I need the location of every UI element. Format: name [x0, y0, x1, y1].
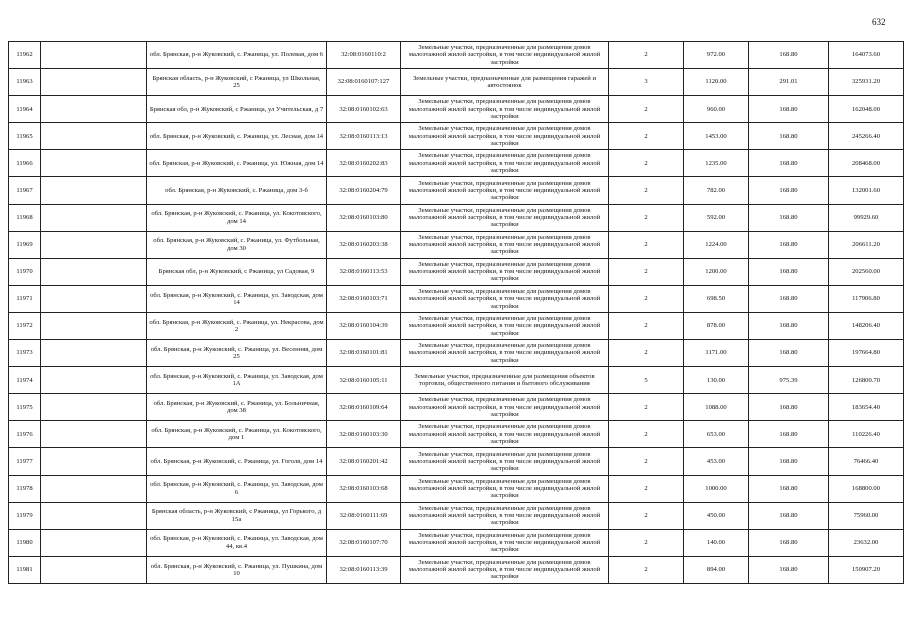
area-cell: 1171.00 — [684, 340, 749, 367]
cadastral-value-cell: 110226.40 — [829, 421, 904, 448]
area-cell: 1453.00 — [684, 123, 749, 150]
land-use-cell: Земельные участки, предназначенные для размещения домов малоэтажной жилой застройки, в том числе индивидуальной жилой застройки — [401, 150, 609, 177]
cadastral-number-cell: 32:08:0160111:69 — [327, 502, 401, 529]
blank-cell — [41, 529, 147, 556]
row-number-cell: 11971 — [9, 285, 41, 312]
blank-cell — [41, 421, 147, 448]
cadastral-number-cell: 32:08:0160113:53 — [327, 258, 401, 285]
area-cell: 140.00 — [684, 529, 749, 556]
cadastral-value-cell: 325931.20 — [829, 69, 904, 96]
address-cell: обл. Брянская, р-н Жуковский, с. Ржаница, ул. Кокотовского, дом 1 — [147, 421, 327, 448]
area-cell: 878.00 — [684, 312, 749, 339]
address-cell: обл. Брянская, р-н Жуковский, с. Ржаница, ул. Заводская, дом 6 — [147, 475, 327, 502]
land-use-cell: Земельные участки, предназначенные для размещения домов малоэтажной жилой застройки, в том числе индивидуальной жилой застройки — [401, 96, 609, 123]
use-group-cell: 2 — [609, 150, 684, 177]
land-use-cell: Земельные участки, предназначенные для размещения домов малоэтажной жилой застройки, в том числе индивидуальной жилой застройки — [401, 231, 609, 258]
specific-value-cell: 168.80 — [749, 177, 829, 204]
blank-cell — [41, 312, 147, 339]
table-row — [9, 340, 904, 367]
use-group-cell: 2 — [609, 340, 684, 367]
row-number-cell: 11964 — [9, 96, 41, 123]
cadastral-value-cell: 132001.60 — [829, 177, 904, 204]
cadastral-number-cell: 32:08:0160204:79 — [327, 177, 401, 204]
row-number-cell: 11963 — [9, 69, 41, 96]
use-group-cell: 2 — [609, 394, 684, 421]
use-group-cell: 2 — [609, 502, 684, 529]
use-group-cell: 5 — [609, 367, 684, 394]
area-cell: 450.00 — [684, 502, 749, 529]
cadastral-number-cell: 32:08:0160105:11 — [327, 367, 401, 394]
area-cell: 782.00 — [684, 177, 749, 204]
row-number-cell: 11970 — [9, 258, 41, 285]
land-use-cell: Земельные участки, предназначенные для размещения домов малоэтажной жилой застройки, в том числе индивидуальной жилой застройки — [401, 475, 609, 502]
cadastral-value-cell: 162048.00 — [829, 96, 904, 123]
table-body — [9, 42, 904, 584]
blank-cell — [41, 340, 147, 367]
specific-value-cell: 168.80 — [749, 96, 829, 123]
blank-cell — [41, 394, 147, 421]
address-cell: Брянская обл, р-н Жуковский, с Ржаница, ул Садовая, 9 — [147, 258, 327, 285]
blank-cell — [41, 177, 147, 204]
table-row — [9, 421, 904, 448]
area-cell: 653.00 — [684, 421, 749, 448]
address-cell: обл. Брянская, р-н Жуковский, с. Ржаница, ул. Южная, дом 14 — [147, 150, 327, 177]
blank-cell — [41, 150, 147, 177]
address-cell: обл. Брянская, р-н Жуковский, с. Ржаница, ул. Заводская, дом 44, кв.4 — [147, 529, 327, 556]
area-cell: 592.00 — [684, 204, 749, 231]
land-use-cell: Земельные участки, предназначенные для размещения домов малоэтажной жилой застройки, в том числе индивидуальной жилой застройки — [401, 421, 609, 448]
row-number-cell: 11968 — [9, 204, 41, 231]
use-group-cell: 2 — [609, 556, 684, 583]
area-cell: 1224.00 — [684, 231, 749, 258]
cadastral-value-cell: 183654.40 — [829, 394, 904, 421]
cadastral-value-cell: 202560.00 — [829, 258, 904, 285]
table-row — [9, 231, 904, 258]
blank-cell — [41, 448, 147, 475]
blank-cell — [41, 42, 147, 69]
blank-cell — [41, 123, 147, 150]
blank-cell — [41, 556, 147, 583]
row-number-cell: 11972 — [9, 312, 41, 339]
cadastral-number-cell: 32:08:0160109:64 — [327, 394, 401, 421]
cadastral-number-cell: 32:08:0160104:39 — [327, 312, 401, 339]
use-group-cell: 3 — [609, 69, 684, 96]
address-cell: обл. Брянская, р-н Жуковский, с. Ржаница, ул. Кокотовского, дом 14 — [147, 204, 327, 231]
cadastral-number-cell: 32:08:0160201:42 — [327, 448, 401, 475]
table-row — [9, 529, 904, 556]
table-row — [9, 556, 904, 583]
use-group-cell: 2 — [609, 448, 684, 475]
land-use-cell: Земельные участки, предназначенные для размещения домов малоэтажной жилой застройки, в том числе индивидуальной жилой застройки — [401, 312, 609, 339]
table-row — [9, 312, 904, 339]
use-group-cell: 2 — [609, 258, 684, 285]
blank-cell — [41, 285, 147, 312]
cadastral-number-cell: 32:08:0160103:80 — [327, 204, 401, 231]
address-cell: обл. Брянская, р-н Жуковский, с. Ржаница, ул. Больничная, дом 38 — [147, 394, 327, 421]
cadastral-number-cell: 32:08:0160103:30 — [327, 421, 401, 448]
specific-value-cell: 168.80 — [749, 150, 829, 177]
cadastral-value-cell: 126800.70 — [829, 367, 904, 394]
cadastral-number-cell: 32:08:0160103:71 — [327, 285, 401, 312]
cadastral-number-cell: 32:08:0160101:81 — [327, 340, 401, 367]
row-number-cell: 11965 — [9, 123, 41, 150]
use-group-cell: 2 — [609, 42, 684, 69]
use-group-cell: 2 — [609, 421, 684, 448]
table-row — [9, 123, 904, 150]
address-cell: обл. Брянская, р-н Жуковский, с. Ржаница, дом 3-б — [147, 177, 327, 204]
specific-value-cell: 168.80 — [749, 502, 829, 529]
specific-value-cell: 168.80 — [749, 556, 829, 583]
blank-cell — [41, 502, 147, 529]
specific-value-cell: 168.80 — [749, 312, 829, 339]
row-number-cell: 11966 — [9, 150, 41, 177]
land-use-cell: Земельные участки, предназначенные для размещения домов малоэтажной жилой застройки, в том числе индивидуальной жилой застройки — [401, 123, 609, 150]
table-row — [9, 475, 904, 502]
cadastral-value-cell: 75960.00 — [829, 502, 904, 529]
address-cell: обл. Брянская, р-н Жуковский, с. Ржаница, ул. Заводская, дом 14 — [147, 285, 327, 312]
page-number: 632 — [872, 17, 886, 27]
use-group-cell: 2 — [609, 285, 684, 312]
specific-value-cell: 168.80 — [749, 421, 829, 448]
cadastral-value-cell: 164073.60 — [829, 42, 904, 69]
row-number-cell: 11980 — [9, 529, 41, 556]
row-number-cell: 11974 — [9, 367, 41, 394]
specific-value-cell: 168.80 — [749, 475, 829, 502]
row-number-cell: 11981 — [9, 556, 41, 583]
use-group-cell: 2 — [609, 123, 684, 150]
address-cell: Брянская область, р-н Жуковский, с Ржаница, ул Горького, д 15а — [147, 502, 327, 529]
use-group-cell: 2 — [609, 312, 684, 339]
address-cell: обл. Брянская, р-н Жуковский, с. Ржаница, ул. Лесная, дом 14 — [147, 123, 327, 150]
row-number-cell: 11962 — [9, 42, 41, 69]
specific-value-cell: 168.80 — [749, 258, 829, 285]
cadastral-value-cell: 245266.40 — [829, 123, 904, 150]
blank-cell — [41, 96, 147, 123]
area-cell: 960.00 — [684, 96, 749, 123]
cadastral-number-cell: 32:08:0160102:63 — [327, 96, 401, 123]
cadastral-number-cell: 32:08:0160103:68 — [327, 475, 401, 502]
blank-cell — [41, 231, 147, 258]
table-row — [9, 502, 904, 529]
address-cell: обл. Брянская, р-н Жуковский, с. Ржаница, ул. Полевая, дом 6 — [147, 42, 327, 69]
address-cell: обл. Брянская, р-н Жуковский, с. Ржаница, ул. Пушкина, дом 10 — [147, 556, 327, 583]
register-table-wrapper — [8, 41, 904, 584]
area-cell: 894.00 — [684, 556, 749, 583]
land-use-cell: Земельные участки, предназначенные для размещения объектов торговли, общественного питания и бытового обслуживания — [401, 367, 609, 394]
use-group-cell: 2 — [609, 529, 684, 556]
cadastral-value-cell: 150907.20 — [829, 556, 904, 583]
use-group-cell: 2 — [609, 475, 684, 502]
cadastral-value-cell: 99929.60 — [829, 204, 904, 231]
specific-value-cell: 168.80 — [749, 529, 829, 556]
row-number-cell: 11967 — [9, 177, 41, 204]
area-cell: 1120.00 — [684, 69, 749, 96]
blank-cell — [41, 475, 147, 502]
table-row — [9, 258, 904, 285]
land-use-cell: Земельные участки, предназначенные для размещения домов малоэтажной жилой застройки, в том числе индивидуальной жилой застройки — [401, 448, 609, 475]
cadastral-value-cell: 76466.40 — [829, 448, 904, 475]
land-use-cell: Земельные участки, предназначенные для размещения домов малоэтажной жилой застройки, в том числе индивидуальной жилой застройки — [401, 204, 609, 231]
table-row — [9, 204, 904, 231]
row-number-cell: 11978 — [9, 475, 41, 502]
cadastral-value-cell: 206611.20 — [829, 231, 904, 258]
row-number-cell: 11976 — [9, 421, 41, 448]
blank-cell — [41, 367, 147, 394]
row-number-cell: 11973 — [9, 340, 41, 367]
cadastral-value-cell: 117906.80 — [829, 285, 904, 312]
address-cell: Брянская область, р-н Жуковский, с Ржаница, ул Школьная, 25 — [147, 69, 327, 96]
area-cell: 1235.00 — [684, 150, 749, 177]
area-cell: 1200.00 — [684, 258, 749, 285]
land-use-cell: Земельные участки, предназначенные для размещения домов малоэтажной жилой застройки, в том числе индивидуальной жилой застройки — [401, 502, 609, 529]
specific-value-cell: 168.80 — [749, 394, 829, 421]
use-group-cell: 2 — [609, 177, 684, 204]
area-cell: 1000.00 — [684, 475, 749, 502]
specific-value-cell: 975.39 — [749, 367, 829, 394]
specific-value-cell: 168.80 — [749, 42, 829, 69]
cadastral-number-cell: 32:08:0160202:83 — [327, 150, 401, 177]
cadastral-value-cell: 148206.40 — [829, 312, 904, 339]
address-cell: обл. Брянская, р-н Жуковский, с. Ржаница, ул. Гоголя, дом 14 — [147, 448, 327, 475]
land-register-table — [8, 41, 904, 584]
land-use-cell: Земельные участки, предназначенные для размещения домов малоэтажной жилой застройки, в том числе индивидуальной жилой застройки — [401, 177, 609, 204]
land-use-cell: Земельные участки, предназначенные для размещения домов малоэтажной жилой застройки, в том числе индивидуальной жилой застройки — [401, 258, 609, 285]
table-row — [9, 96, 904, 123]
use-group-cell: 2 — [609, 231, 684, 258]
row-number-cell: 11969 — [9, 231, 41, 258]
specific-value-cell: 168.80 — [749, 123, 829, 150]
table-row — [9, 367, 904, 394]
area-cell: 453.00 — [684, 448, 749, 475]
cadastral-value-cell: 23632.00 — [829, 529, 904, 556]
land-use-cell: Земельные участки, предназначенные для размещения домов малоэтажной жилой застройки, в том числе индивидуальной жилой застройки — [401, 556, 609, 583]
table-row — [9, 285, 904, 312]
specific-value-cell: 168.80 — [749, 204, 829, 231]
address-cell: обл. Брянская, р-н Жуковский, с. Ржаница, ул. Заводская, дом 1А — [147, 367, 327, 394]
blank-cell — [41, 258, 147, 285]
address-cell: обл. Брянская, р-н Жуковский, с. Ржаница, ул. Некрасова, дом 2 — [147, 312, 327, 339]
area-cell: 698.50 — [684, 285, 749, 312]
cadastral-value-cell: 168800.00 — [829, 475, 904, 502]
land-use-cell: Земельные участки, предназначенные для размещения гаражей и автостоянок — [401, 69, 609, 96]
blank-cell — [41, 69, 147, 96]
land-use-cell: Земельные участки, предназначенные для размещения домов малоэтажной жилой застройки, в том числе индивидуальной жилой застройки — [401, 394, 609, 421]
row-number-cell: 11977 — [9, 448, 41, 475]
table-row — [9, 177, 904, 204]
area-cell: 130.00 — [684, 367, 749, 394]
row-number-cell: 11975 — [9, 394, 41, 421]
specific-value-cell: 168.80 — [749, 448, 829, 475]
cadastral-number-cell: 32:08:0160113:39 — [327, 556, 401, 583]
area-cell: 1088.00 — [684, 394, 749, 421]
table-row — [9, 394, 904, 421]
land-use-cell: Земельные участки, предназначенные для размещения домов малоэтажной жилой застройки, в том числе индивидуальной жилой застройки — [401, 42, 609, 69]
use-group-cell: 2 — [609, 204, 684, 231]
address-cell: обл. Брянская, р-н Жуковский, с. Ржаница, ул. Футбольная, дом 30 — [147, 231, 327, 258]
blank-cell — [41, 204, 147, 231]
address-cell: обл. Брянская, р-н Жуковский, с. Ржаница, ул. Весенняя, дом 25 — [147, 340, 327, 367]
cadastral-number-cell: 32:08:0160113:13 — [327, 123, 401, 150]
specific-value-cell: 168.80 — [749, 285, 829, 312]
table-row — [9, 42, 904, 69]
table-row — [9, 150, 904, 177]
land-use-cell: Земельные участки, предназначенные для размещения домов малоэтажной жилой застройки, в том числе индивидуальной жилой застройки — [401, 340, 609, 367]
cadastral-number-cell: 32:08:0160110:2 — [327, 42, 401, 69]
cadastral-number-cell: 32:08:0160107:70 — [327, 529, 401, 556]
table-row — [9, 448, 904, 475]
cadastral-number-cell: 32:08:0160203:38 — [327, 231, 401, 258]
land-use-cell: Земельные участки, предназначенные для размещения домов малоэтажной жилой застройки, в том числе индивидуальной жилой застройки — [401, 529, 609, 556]
land-use-cell: Земельные участки, предназначенные для размещения домов малоэтажной жилой застройки, в том числе индивидуальной жилой застройки — [401, 285, 609, 312]
specific-value-cell: 168.80 — [749, 340, 829, 367]
cadastral-value-cell: 208468.00 — [829, 150, 904, 177]
cadastral-value-cell: 197664.80 — [829, 340, 904, 367]
table-row — [9, 69, 904, 96]
cadastral-number-cell: 32:08:0160107:127 — [327, 69, 401, 96]
row-number-cell: 11979 — [9, 502, 41, 529]
address-cell: Брянская обл, р-н Жуковский, с Ржаница, ул Учительская, д 7 — [147, 96, 327, 123]
use-group-cell: 2 — [609, 96, 684, 123]
area-cell: 972.00 — [684, 42, 749, 69]
specific-value-cell: 168.80 — [749, 231, 829, 258]
specific-value-cell: 291.01 — [749, 69, 829, 96]
